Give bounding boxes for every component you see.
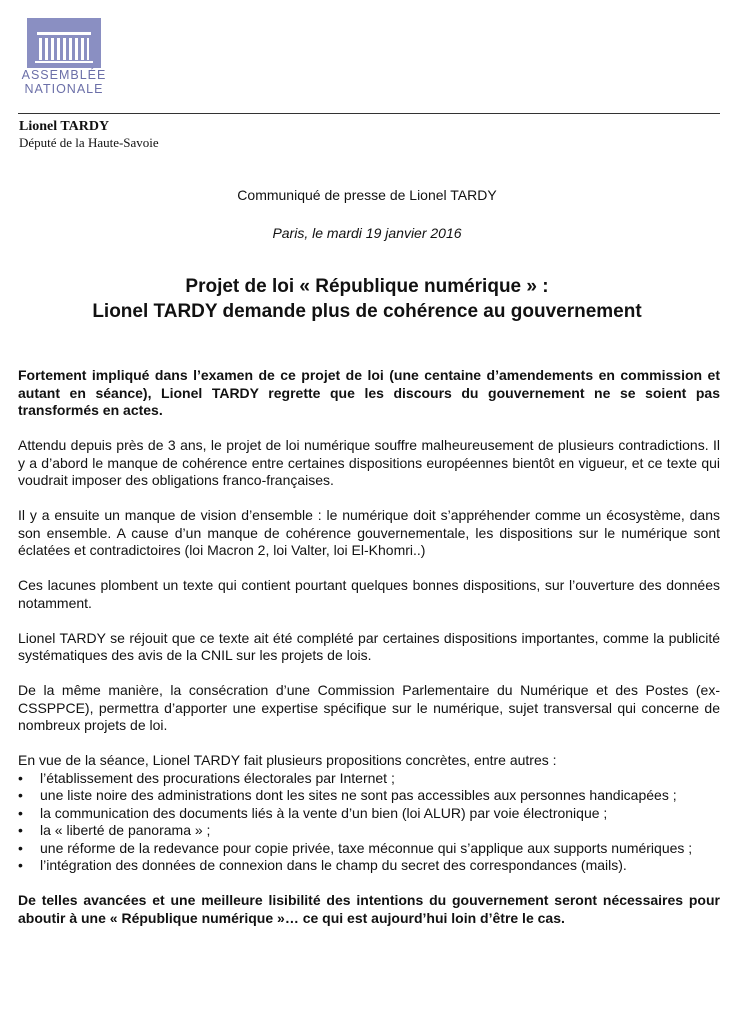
- assemblee-nationale-logo: [20, 18, 108, 96]
- list-intro: En vue de la séance, Lionel TARDY fait plusieurs propositions concrètes, entre autres :: [18, 752, 557, 768]
- paragraph-4: Lionel TARDY se réjouit que ce texte ait été complété par certaines dispositions importantes, comme la publicité systématiques des avis de la CNIL sur les projets de lois.: [18, 629, 720, 663]
- author-name: Lionel TARDY: [19, 119, 110, 134]
- bullet-icon: •: [18, 804, 23, 821]
- list-item-text: l’intégration des données de connexion dans le champ du secret des correspondances (mails).: [40, 857, 627, 873]
- document-body: [18, 367, 720, 945]
- logo-line-2: NATIONALE: [24, 82, 104, 96]
- author-role: Député de la Haute-Savoie: [19, 135, 159, 150]
- author-block: [19, 118, 159, 151]
- list-item: [18, 840, 720, 858]
- bullet-icon: •: [18, 857, 23, 873]
- bullet-icon: •: [18, 769, 23, 786]
- list-item: [18, 770, 720, 788]
- paragraph-2: Il y a ensuite un manque de vision d’ensemble : le numérique doit s’appréhender comme un écosystème, dans son ensemble. A cause d’un manque de cohérence gouvernementale, les dispositions sur le numérique sont éclatées et contradictoires (loi Macron 2, loi Valter, loi El-Khomri..): [18, 507, 720, 558]
- proposals-list: [18, 770, 720, 875]
- paragraph-3: Ces lacunes plombent un texte qui contient pourtant quelques bonnes dispositions, sur l’ouverture des données notamment.: [18, 577, 720, 611]
- lead-paragraph: Fortement impliqué dans l’examen de ce projet de loi (une centaine d’amendements en commission et autant en séance), Lionel TARDY regrette que les discours du gouvernement ne se soient pas transformés en actes.: [18, 367, 720, 418]
- list-item-text: une réforme de la redevance pour copie privée, taxe méconnue qui s’applique aux supports numériques ;: [40, 839, 693, 856]
- list-item-text: une liste noire des administrations dont les sites ne sont pas accessibles aux personnes handicapées ;: [40, 787, 677, 803]
- bullet-icon: •: [18, 822, 23, 838]
- paragraph-5: De la même manière, la consécration d’une Commission Parlementaire du Numérique et des Postes (ex-CSSPPCE), permettra d’apporter une expertise spécifique sur le numérique, sujet transversal qui concerne de nombreux projets de loi.: [18, 682, 720, 733]
- list-item: [18, 822, 720, 840]
- list-item-text: la communication des documents liés à la vente d’un bien (loi ALUR) par voie électronique ;: [40, 804, 608, 821]
- list-item: [18, 787, 720, 805]
- title-line-1: Projet de loi « République numérique » :: [185, 276, 549, 297]
- paragraph-1: Attendu depuis près de 3 ans, le projet de loi numérique souffre malheureusement de plusieurs contradictions. Il y a d’abord le manque de cohérence entre certaines dispositions européennes bientôt en vigueur, et ce texte qui voudrait imposer des obligations franco-françaises.: [18, 437, 720, 488]
- conclusion-paragraph: De telles avancées et une meilleure lisibilité des intentions du gouvernement seront nécessaires pour aboutir à une « République numérique »… ce qui est aujourd’hui loin d’être le cas.: [18, 892, 720, 926]
- list-item-text: l’établissement des procurations électorales par Internet ;: [40, 769, 395, 786]
- title-line-2: Lionel TARDY demande plus de cohérence au gouvernement: [92, 301, 642, 322]
- document-title: [0, 274, 734, 324]
- list-item: [18, 857, 720, 875]
- logo-line-1: ASSEMBLÉE: [21, 68, 107, 82]
- press-release-line: Communiqué de presse de Lionel TARDY: [237, 187, 497, 203]
- list-item-text: la « liberté de panorama » ;: [40, 822, 211, 838]
- dateline: Paris, le mardi 19 janvier 2016: [272, 225, 462, 241]
- bullet-icon: •: [18, 787, 23, 803]
- header-divider: [18, 113, 720, 114]
- parliament-building-icon: [27, 18, 101, 68]
- list-item: [18, 805, 720, 823]
- bullet-icon: •: [18, 839, 23, 856]
